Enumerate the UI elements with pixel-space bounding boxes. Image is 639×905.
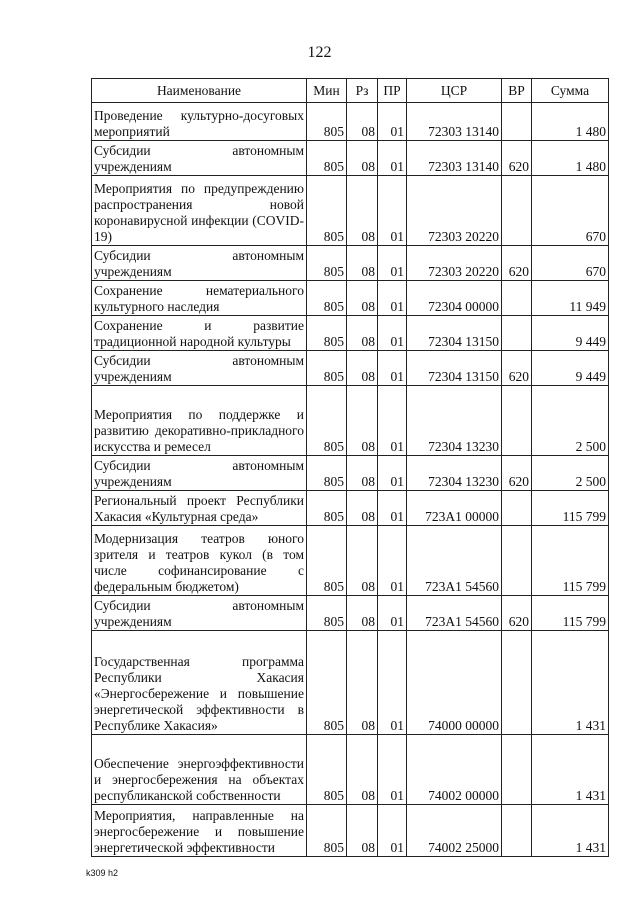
row-rz: 08	[347, 735, 378, 805]
row-pr: 01	[378, 103, 407, 141]
row-vr	[502, 281, 532, 316]
row-name: Проведение культурно-досуговых мероприятий	[92, 103, 307, 141]
row-name: Мероприятия по предупреждению распространения новой коронавирусной инфекции (COVID-19)	[92, 176, 307, 246]
row-pr: 01	[378, 281, 407, 316]
row-csr: 72304 00000	[407, 281, 502, 316]
row-vr	[502, 103, 532, 141]
row-rz: 08	[347, 351, 378, 386]
row-min: 805	[307, 631, 347, 735]
table-row	[92, 351, 609, 386]
row-vr: 620	[502, 246, 532, 281]
row-pr: 01	[378, 596, 407, 631]
row-name: Субсидии автономным учреждениям	[92, 456, 307, 491]
row-rz: 08	[347, 176, 378, 246]
table-row	[92, 386, 609, 456]
row-sum: 1 431	[532, 735, 609, 805]
row-csr: 723A1 54560	[407, 526, 502, 596]
header-name: Наименование	[92, 79, 307, 103]
row-rz: 08	[347, 316, 378, 351]
row-vr	[502, 176, 532, 246]
header-pr: ПР	[378, 79, 407, 103]
row-csr: 723A1 54560	[407, 596, 502, 631]
row-vr: 620	[502, 596, 532, 631]
row-vr	[502, 631, 532, 735]
table-row	[92, 596, 609, 631]
row-name: Субсидии автономным учреждениям	[92, 351, 307, 386]
row-csr: 74000 00000	[407, 631, 502, 735]
row-min: 805	[307, 351, 347, 386]
row-csr: 72303 20220	[407, 246, 502, 281]
row-sum: 115 799	[532, 491, 609, 526]
row-min: 805	[307, 805, 347, 857]
row-rz: 08	[347, 386, 378, 456]
budget-table	[91, 78, 609, 857]
row-sum: 2 500	[532, 456, 609, 491]
row-name: Сохранение нематериального культурного наследия	[92, 281, 307, 316]
row-vr: 620	[502, 351, 532, 386]
row-csr: 72303 20220	[407, 176, 502, 246]
row-pr: 01	[378, 631, 407, 735]
table-row	[92, 103, 609, 141]
row-rz: 08	[347, 246, 378, 281]
row-name: Мероприятия по поддержке и развитию декоративно-прикладного искусства и ремесел	[92, 386, 307, 456]
row-pr: 01	[378, 526, 407, 596]
row-name: Государственная программа Республики Хакасия «Энергосбережение и повышение энергетической эффективности в Республике Хакасия»	[92, 631, 307, 735]
row-vr	[502, 491, 532, 526]
row-name: Субсидии автономным учреждениям	[92, 141, 307, 176]
row-sum: 115 799	[532, 596, 609, 631]
row-pr: 01	[378, 246, 407, 281]
row-pr: 01	[378, 316, 407, 351]
table-header-row	[92, 79, 609, 103]
row-vr	[502, 526, 532, 596]
row-vr: 620	[502, 456, 532, 491]
row-name: Обеспечение энергоэффективности и энергосбережения на объектах республиканской собственности	[92, 735, 307, 805]
row-pr: 01	[378, 141, 407, 176]
row-csr: 72303 13140	[407, 103, 502, 141]
table-row	[92, 456, 609, 491]
row-min: 805	[307, 141, 347, 176]
row-pr: 01	[378, 456, 407, 491]
row-rz: 08	[347, 596, 378, 631]
row-name: Модернизация театров юного зрителя и театров кукол (в том числе софинансирование с федеральным бюджетом)	[92, 526, 307, 596]
row-pr: 01	[378, 176, 407, 246]
row-csr: 723A1 00000	[407, 491, 502, 526]
row-csr: 72304 13230	[407, 456, 502, 491]
row-vr: 620	[502, 141, 532, 176]
row-min: 805	[307, 386, 347, 456]
row-rz: 08	[347, 805, 378, 857]
row-csr: 72304 13150	[407, 351, 502, 386]
row-min: 805	[307, 316, 347, 351]
row-pr: 01	[378, 351, 407, 386]
row-min: 805	[307, 246, 347, 281]
row-csr: 72304 13230	[407, 386, 502, 456]
row-min: 805	[307, 281, 347, 316]
row-sum: 1 431	[532, 631, 609, 735]
row-min: 805	[307, 176, 347, 246]
row-name: Субсидии автономным учреждениям	[92, 596, 307, 631]
row-csr: 72304 13150	[407, 316, 502, 351]
row-min: 805	[307, 735, 347, 805]
header-rz: Рз	[347, 79, 378, 103]
row-csr: 74002 25000	[407, 805, 502, 857]
table-row	[92, 735, 609, 805]
row-pr: 01	[378, 805, 407, 857]
row-sum: 1 480	[532, 103, 609, 141]
header-sum: Сумма	[532, 79, 609, 103]
header-csr: ЦСР	[407, 79, 502, 103]
table-row	[92, 176, 609, 246]
row-rz: 08	[347, 281, 378, 316]
row-pr: 01	[378, 735, 407, 805]
table-row	[92, 316, 609, 351]
row-sum: 670	[532, 176, 609, 246]
header-min: Мин	[307, 79, 347, 103]
row-rz: 08	[347, 103, 378, 141]
row-rz: 08	[347, 491, 378, 526]
table-body	[92, 103, 609, 857]
row-min: 805	[307, 596, 347, 631]
row-sum: 115 799	[532, 526, 609, 596]
header-vr: ВР	[502, 79, 532, 103]
row-name: Мероприятия, направленные на энергосбережение и повышение энергетической эффективности	[92, 805, 307, 857]
row-vr	[502, 316, 532, 351]
table-row	[92, 281, 609, 316]
row-sum: 2 500	[532, 386, 609, 456]
row-name: Сохранение и развитие традиционной народной культуры	[92, 316, 307, 351]
table-row	[92, 805, 609, 857]
row-min: 805	[307, 456, 347, 491]
row-min: 805	[307, 103, 347, 141]
row-rz: 08	[347, 631, 378, 735]
row-name: Региональный проект Республики Хакасия «Культурная среда»	[92, 491, 307, 526]
row-sum: 9 449	[532, 316, 609, 351]
row-sum: 9 449	[532, 351, 609, 386]
row-pr: 01	[378, 491, 407, 526]
row-sum: 1 480	[532, 141, 609, 176]
row-rz: 08	[347, 456, 378, 491]
row-rz: 08	[347, 141, 378, 176]
row-sum: 11 949	[532, 281, 609, 316]
row-sum: 1 431	[532, 805, 609, 857]
row-name: Субсидии автономным учреждениям	[92, 246, 307, 281]
table-row	[92, 246, 609, 281]
row-rz: 08	[347, 526, 378, 596]
row-vr	[502, 805, 532, 857]
footer-code: k309 h2	[86, 868, 119, 878]
row-csr: 72303 13140	[407, 141, 502, 176]
row-min: 805	[307, 491, 347, 526]
page-number: 122	[307, 44, 332, 61]
row-csr: 74002 00000	[407, 735, 502, 805]
table-row	[92, 526, 609, 596]
table-row	[92, 141, 609, 176]
row-vr	[502, 386, 532, 456]
row-pr: 01	[378, 386, 407, 456]
table-row	[92, 491, 609, 526]
row-sum: 670	[532, 246, 609, 281]
row-min: 805	[307, 526, 347, 596]
row-vr	[502, 735, 532, 805]
table-row	[92, 631, 609, 735]
